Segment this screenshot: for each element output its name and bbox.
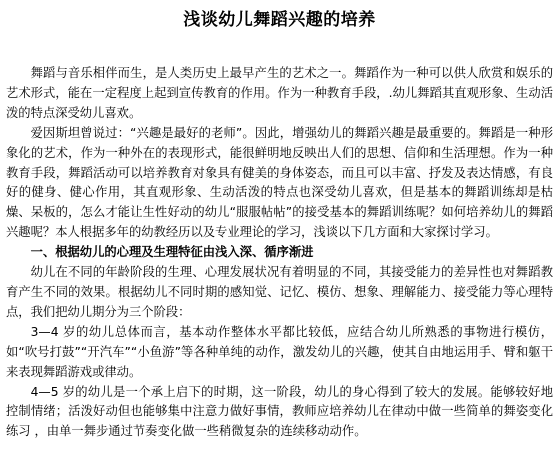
paragraph-intro: 舞蹈与音乐相伴而生，是人类历史上最早产生的艺术之一。舞蹈作为一种可以供人欣赏和娱乐的艺术形式，能在一定程度上起到宣传教育的作用。作为一种教育手段，.幼儿舞蹈其直观形象、生动活泼的特点深受幼儿喜欢。: [6, 66, 553, 120]
paragraph-age-4-5: 4—5 岁的幼儿是一个承上启下的时期，这一阶段，幼儿的身心得到了较大的发展。能够较好地控制情绪；活泼好动但也能够集中注意力做好事情，教师应培养幼儿在律动中做一些简单的舞姿变化练习 ，由单一舞步通过节奏变化做一些稍微复杂的连续移动动作。: [6, 384, 553, 439]
paragraph-interest: 爱因斯坦曾说过：“兴趣是最好的老师”。因此，增强幼儿的舞蹈兴趣是最重要的。舞蹈是一种形象化的艺术，作为一种外在的表现形式，能很鲜明地反映出人们的思想、信仰和生活理想。作为一种教育手段，舞蹈活动可以培养教育对象具有健美的身体姿态，而且可以丰富、抒发及表达情感，有良好的健身、健心作用，其直观形象、生动活泼的特点也深受幼儿喜欢，但是基本的舞蹈训练却是枯燥、呆板的，怎么才能让生性好动的幼儿“服服帖帖”的接受基本的舞蹈训练呢？如何培养幼儿的舞蹈兴趣呢？本人根据多年的幼教经历以及专业理论的学习，浅谈以下几方面和大家探讨学习。: [6, 125, 553, 240]
paragraph-age-3-4: 3—4 岁的幼儿总体而言，基本动作整体水平都比较低，应结合幼儿所熟悉的事物进行模仿，如“吹号打鼓”“开汽车”“小鱼游”等各种单纯的动作，激发幼儿的兴趣，使其自由地运用手、臂和躯干来表现舞蹈游戏或律动。: [6, 324, 553, 379]
section-heading-1: 一、根据幼儿的心理及生理特征由浅入深、循序渐进: [30, 245, 314, 260]
document-body: [6, 64, 553, 442]
document-page: [6, 0, 553, 442]
paragraph-stages: 幼儿在不同的年龄阶段的生理、心理发展状况有着明显的不同，其接受能力的差异性也对舞蹈教育产生不同的效果。根据幼儿不同时期的感知觉、记忆、模仿、想象、理解能力、接受能力等心理特点，我们把幼儿期分为三个阶段：: [6, 265, 553, 319]
document-title: 浅谈幼儿舞蹈兴趣的培养: [183, 10, 376, 30]
